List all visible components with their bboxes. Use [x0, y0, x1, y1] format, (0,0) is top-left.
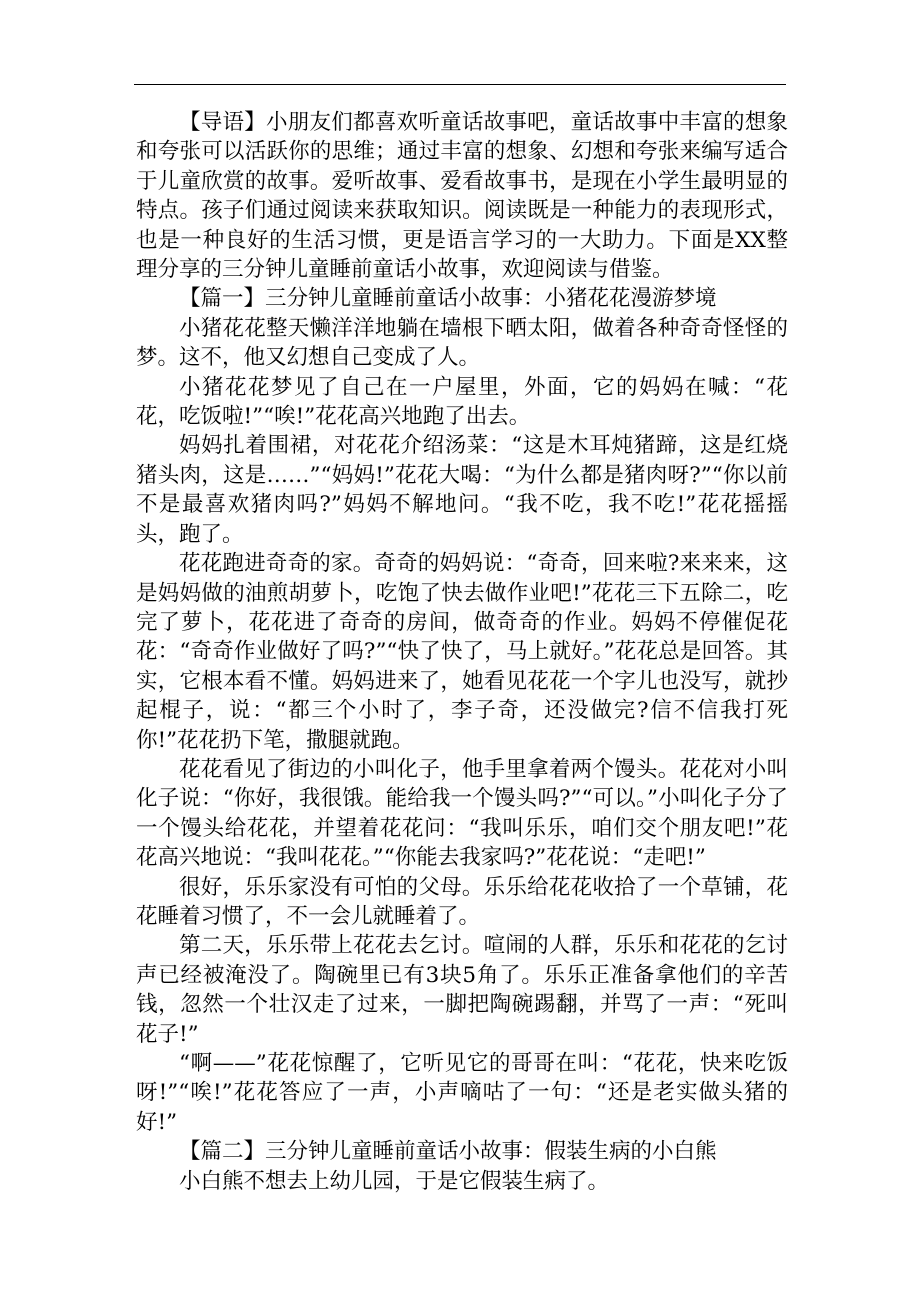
section-1-paragraph: 很好，乐乐家没有可怕的父母。乐乐给花花收拾了一个草铺，花花睡着习惯了，不一会儿就睡着了。 — [136, 874, 788, 929]
section-1-heading: 【篇一】三分钟儿童睡前童话小故事：小猪花花漫游梦境 — [179, 286, 717, 312]
header-rule — [134, 84, 786, 85]
section-1-paragraph: 花花跑进奇奇的家。奇奇的妈妈说：“奇奇，回来啦?来来来，这是妈妈做的油煎胡萝卜，吃饱了快去做作业吧!”花花三下五除二，吃完了萝卜，花花进了奇奇的房间，做奇奇的作业。妈妈不停催促花花：“奇奇作业做好了吗?”“快了快了，马上就好。”花花总是回答。其实，它根本看不懂。妈妈进来了，她看见花花一个字儿也没写，就抄起棍子，说：“都三个小时了，李子奇，还没做完?信不信我打死你!”花花扔下笔，撒腿就跑。 — [136, 551, 788, 753]
section-2-heading: 【篇二】三分钟儿童睡前童话小故事：假装生病的小白熊 — [179, 1139, 717, 1165]
section-1-paragraph: 小猪花花梦见了自己在一户屋里，外面，它的妈妈在喊：“花花，吃饭啦!”“唉!”花花高兴地跑了出去。 — [136, 374, 788, 430]
section-1-paragraph: 小猪花花整天懒洋洋地躺在墙根下晒太阳，做着各种奇奇怪怪的梦。这不，他又幻想自己变成了人。 — [136, 315, 788, 371]
section-1-paragraph: 花花看见了街边的小叫化子，他手里拿着两个馒头。花花对小叫化子说：“你好，我很饿。能给我一个馒头吗?”“可以。”小叫化子分了一个馒头给花花，并望着花花问：“我叫乐乐，咱们交个朋友吧!”花花高兴地说：“我叫花花。”“你能去我家吗?”花花说：“走吧!” — [136, 756, 788, 871]
document-body — [136, 108, 788, 1196]
section-1-paragraph: 妈妈扎着围裙，对花花介绍汤菜：“这是木耳炖猪蹄，这是红烧猪头肉，这是……”“妈妈!”花花大喝：“为什么都是猪肉呀?”“你以前不是最喜欢猪肉吗?”妈妈不解地问。“我不吃，我不吃!”花花摇摇头，跑了。 — [136, 433, 788, 547]
section-2-paragraph: 小白熊不想去上幼儿园，于是它假装生病了。 — [179, 1168, 610, 1194]
intro-paragraph: 【导语】小朋友们都喜欢听童话故事吧，童话故事中丰富的想象和夸张可以活跃你的思维；通过丰富的想象、幻想和夸张来编写适合于儿童欣赏的故事。爱听故事、爱看故事书，是现在小学生最明显的特点。孩子们通过阅读来获取知识。阅读既是一种能力的表现形式，也是一种良好的生活习惯，更是语言学习的一大助力。下面是XX整理分享的三分钟儿童睡前童话小故事，欢迎阅读与借鉴。 — [136, 110, 788, 283]
section-1-paragraph: 第二天，乐乐带上花花去乞讨。喧闹的人群，乐乐和花花的乞讨声已经被淹没了。陶碗里已有3块5角了。乐乐正准备拿他们的辛苦钱，忽然一个壮汉走了过来，一脚把陶碗踢翻，并骂了一声：“死叫花子!” — [136, 933, 788, 1047]
section-1-paragraph: “啊——”花花惊醒了，它听见它的哥哥在叫：“花花，快来吃饭呀!”“唉!”花花答应了一声，小声嘀咕了一句：“还是老实做头猪的好!” — [136, 1051, 788, 1135]
